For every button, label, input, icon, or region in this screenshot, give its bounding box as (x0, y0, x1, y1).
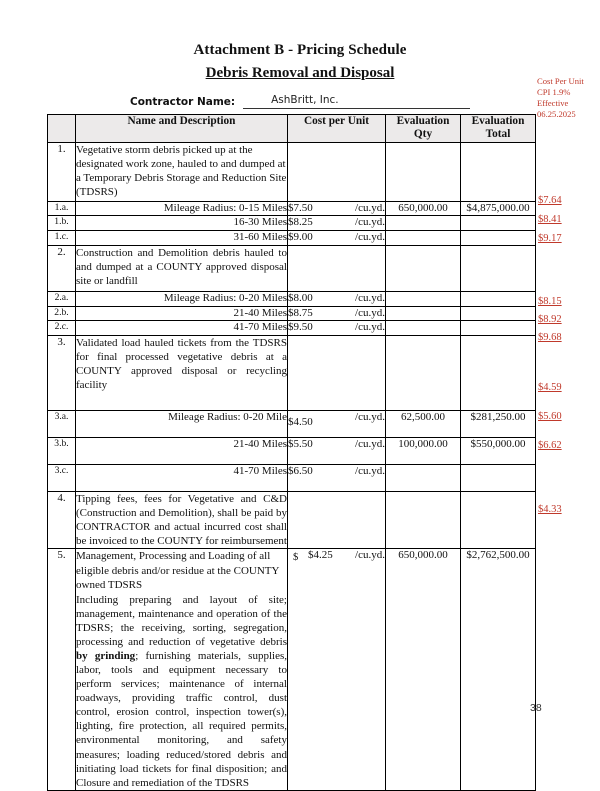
row-cost-amount: $9.00 (288, 231, 313, 244)
row-number: 1.c. (48, 231, 76, 246)
row-cost-amount: $6.50 (288, 465, 313, 478)
table-row (48, 321, 536, 336)
table-row (48, 411, 536, 438)
row-cost-amount: $4.25 (308, 549, 333, 562)
row-cost (288, 492, 386, 549)
row-number: 4. (48, 492, 76, 549)
row-cost (288, 291, 386, 306)
row-total: $281,250.00 (461, 411, 536, 438)
cpi-value: $7.64 (538, 195, 562, 206)
row-qty (386, 492, 461, 549)
row-qty: 650,000.00 (386, 201, 461, 216)
cpi-adjusted-values-column (538, 114, 594, 714)
row-cost-unit: /cu.yd. (355, 291, 385, 304)
row-cost (288, 201, 386, 216)
row-cost (288, 142, 386, 201)
row-total (461, 465, 536, 492)
cpi-value: $6.62 (538, 440, 562, 451)
row-total (461, 492, 536, 549)
row-total: $4,875,000.00 (461, 201, 536, 216)
row-qty (386, 231, 461, 246)
row-total (461, 291, 536, 306)
row-total (461, 231, 536, 246)
row-number: 2.b. (48, 306, 76, 321)
row-cost (288, 231, 386, 246)
table-row (48, 216, 536, 231)
row-cost-unit: /cu.yd. (355, 231, 385, 244)
page-number: 38 (530, 702, 542, 714)
row-cost (288, 411, 386, 438)
row-description: Vegetative storm debris picked up at the designated work zone, hauled to and dumped at a Temporary Debris Storage and Reduction Site (TDSRS) (76, 142, 288, 201)
row-cost-unit: /cu.yd. (355, 411, 385, 424)
row-number: 3.b. (48, 438, 76, 465)
cpi-value: $8.15 (538, 296, 562, 307)
contractor-name-value: AshBritt, Inc. (271, 94, 339, 106)
row-number: 2. (48, 245, 76, 291)
row-cost (288, 216, 386, 231)
row-cost-unit: /cu.yd. (355, 216, 385, 229)
pricing-schedule-table (47, 114, 536, 791)
row-description: Construction and Demolition debris hauled to and dumped at a COUNTY approved disposal site or landfill (76, 245, 288, 291)
row-total (461, 336, 536, 411)
title-line-2: Debris Removal and Disposal (205, 65, 395, 81)
row-qty (386, 291, 461, 306)
row-description: 21-40 Miles (76, 306, 288, 321)
cpi-line-2: CPI 1.9% (537, 87, 571, 97)
row-cost-unit: /cu.yd. (355, 465, 385, 478)
row-qty (386, 306, 461, 321)
row-number: 1. (48, 142, 76, 201)
cpi-value: $5.60 (538, 411, 562, 422)
table-row (48, 465, 536, 492)
table-row (48, 291, 536, 306)
row-total (461, 245, 536, 291)
header-evaluation-total (461, 115, 536, 143)
row-description-body-part1: Including preparing and layout of site; management, maintenance and operation of the TDSRS; the receiving, sorting, segregation, processing and reduction of vegetative debris (76, 593, 287, 648)
row-description-lead: Management, Processing and Loading of all eligible debris and/or residue at the COUNTY owned TDSRS (76, 550, 280, 591)
row-cost-unit: /cu.yd. (355, 549, 385, 562)
header-evaluation-qty-line2: Qty (413, 128, 433, 141)
cpi-line-1: Cost Per Unit (537, 76, 584, 86)
row-description: 16-30 Miles (76, 216, 288, 231)
header-evaluation-qty (386, 115, 461, 143)
header-name-description: Name and Description (76, 115, 288, 143)
row-cost (288, 438, 386, 465)
row-qty (386, 142, 461, 201)
row-total (461, 306, 536, 321)
cpi-line-3: Effective (537, 98, 569, 108)
row-number: 2.a. (48, 291, 76, 306)
table-row (48, 549, 536, 790)
cpi-value: $8.92 (538, 314, 562, 325)
row-qty: 100,000.00 (386, 438, 461, 465)
row-cost (288, 306, 386, 321)
row-description: 31-60 Miles (76, 231, 288, 246)
row-qty: 62,500.00 (386, 411, 461, 438)
row-total: $2,762,500.00 (461, 549, 536, 790)
row-number: 5. (48, 549, 76, 790)
row-description: 21-40 Miles (76, 438, 288, 465)
row-qty (386, 245, 461, 291)
cpi-value: $8.41 (538, 214, 562, 225)
cpi-value: $9.17 (538, 233, 562, 244)
row-cost-amount: $5.50 (288, 438, 313, 451)
row-description: Validated load hauled tickets from the TDSRS for final processed vegetative debris at a COUNTY approved disposal or recycling facility (76, 336, 288, 411)
table-row (48, 438, 536, 465)
row-total (461, 321, 536, 336)
row-description: Mileage Radius: 0-20 Mile (76, 411, 288, 438)
table-row (48, 245, 536, 291)
row-qty (386, 336, 461, 411)
row-description-body-bold: by grinding (76, 650, 136, 663)
row-description-body (76, 593, 287, 790)
table-row (48, 306, 536, 321)
row-total: $550,000.00 (461, 438, 536, 465)
row-description: Tipping fees, fees for Vegetative and C&D (Construction and Demolition), shall be paid by CONTRACTOR and actual incurred cost shall be invoiced to the COUNTY for reimbursement (76, 493, 287, 548)
row-number: 1.b. (48, 216, 76, 231)
row-total (461, 216, 536, 231)
row-qty: 650,000.00 (386, 549, 461, 790)
row-total (461, 142, 536, 201)
pricing-schedule-table-wrapper (47, 114, 535, 791)
row-description: Mileage Radius: 0-20 Miles (76, 291, 288, 306)
row-cost-unit: /cu.yd. (355, 306, 385, 319)
row-cost (288, 336, 386, 411)
row-cost-amount: $8.00 (288, 291, 313, 304)
row-qty (386, 465, 461, 492)
table-row (48, 336, 536, 411)
row-qty (386, 321, 461, 336)
contractor-name-underline (243, 88, 470, 109)
table-row (48, 231, 536, 246)
table-row (48, 142, 536, 201)
row-number: 1.a. (48, 201, 76, 216)
row-cost-unit: /cu.yd. (355, 321, 385, 334)
header-evaluation-total-line1: Evaluation (471, 115, 525, 127)
table-body (48, 142, 536, 790)
row-cost-currency-symbol: $ (293, 552, 299, 564)
row-number: 3.a. (48, 411, 76, 438)
row-cost (288, 321, 386, 336)
row-cost-amount: $8.25 (288, 216, 313, 229)
row-description: Mileage Radius: 0-15 Miles (76, 201, 288, 216)
row-description: 41-70 Miles (76, 465, 288, 492)
row-number: 2.c. (48, 321, 76, 336)
table-row (48, 201, 536, 216)
cpi-value: $4.59 (538, 382, 562, 393)
page-title (0, 0, 600, 82)
row-cost (288, 549, 386, 790)
cpi-value: $4.33 (538, 504, 562, 515)
row-description: 41-70 Miles (76, 321, 288, 336)
row-cost-unit: /cu.yd. (355, 438, 385, 451)
title-line-1: Attachment B - Pricing Schedule (193, 42, 407, 58)
cpi-line-4: 06.25.2025 (537, 109, 576, 119)
header-number (48, 115, 76, 143)
row-description (76, 549, 288, 790)
row-cost (288, 245, 386, 291)
header-evaluation-qty-line1: Evaluation (396, 115, 450, 127)
row-cost-amount: $9.50 (288, 321, 313, 334)
row-number: 3. (48, 336, 76, 411)
cpi-value: $9.68 (538, 332, 562, 343)
row-cost-amount: $8.75 (288, 306, 313, 319)
table-header-row (48, 115, 536, 143)
row-cost (288, 465, 386, 492)
row-description-body-part2: ; furnishing materials, supplies, labor, tools and equipment necessary to perform services; maintenance of internal roadways, providing traffic control, dust control, erosion control, inspection tower(s), lighting, fire protection, all required permits, environmental monitoring, and safety measures; loading reduced/stored debris and initiating load tickets for final disposition; and Closure and remediation of the TDSRS (76, 650, 287, 789)
row-cost-amount: $4.50 (288, 416, 313, 429)
row-cost-unit: /cu.yd. (355, 201, 385, 214)
contractor-name-field (130, 88, 470, 109)
contractor-name-label: Contractor Name: (130, 96, 236, 108)
row-cost-amount: $7.50 (288, 201, 313, 214)
header-evaluation-total-line2: Total (485, 128, 511, 141)
header-cost-per-unit: Cost per Unit (288, 115, 386, 143)
table-row (48, 492, 536, 549)
row-qty (386, 216, 461, 231)
row-number: 3.c. (48, 465, 76, 492)
table-header (48, 115, 536, 143)
